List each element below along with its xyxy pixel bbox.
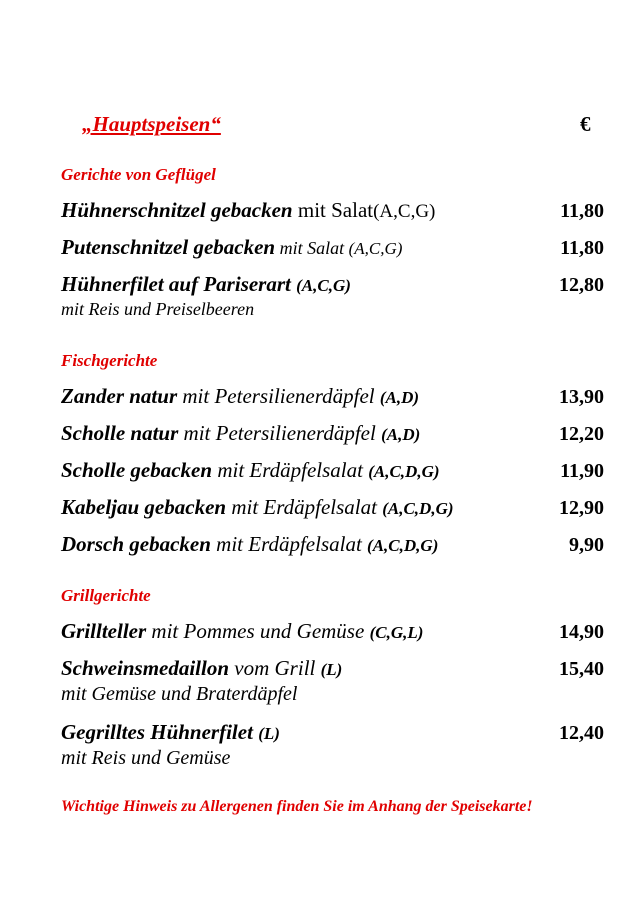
dish-allergens: (A,C,D,G): [367, 536, 439, 555]
dish-allergens: (L): [258, 724, 280, 743]
dish-row: [61, 656, 342, 681]
dish-price: 13,90: [559, 386, 604, 408]
dish-desc: vom Grill: [229, 656, 321, 680]
dish-price: 15,40: [559, 658, 604, 680]
dish-name: Dorsch gebacken: [61, 532, 211, 556]
dish-allergens: (A,C,G): [348, 239, 403, 258]
dish-price: 11,90: [560, 460, 604, 482]
dish-allergens: (A,C,G): [296, 276, 351, 295]
dish-price: 14,90: [559, 621, 604, 643]
dish-desc: mit Erdäpfelsalat: [226, 495, 383, 519]
dish-desc: mit Erdäpfelsalat: [212, 458, 369, 482]
dish-name: Zander natur: [61, 384, 178, 408]
dish-desc: mit Pommes und Gemüse: [146, 619, 370, 643]
section-title-grill: Grillgerichte: [61, 586, 151, 605]
dish-desc: mit Salat: [292, 198, 374, 222]
section-title-poultry: Gerichte von Geflügel: [61, 165, 216, 184]
dish-name: Scholle gebacken: [61, 458, 213, 482]
section-title-fish: Fischgerichte: [61, 351, 158, 370]
dish-allergens: (A,C,G): [373, 201, 436, 222]
dish-allergens: (A,D): [381, 425, 421, 444]
dish-allergens: (A,C,D,G): [382, 499, 454, 518]
dish-name: Scholle natur: [61, 421, 179, 445]
dish-row: [61, 272, 351, 297]
page-title: „Hauptspeisen“: [82, 112, 221, 136]
dish-row: [61, 720, 280, 745]
dish-price: 12,20: [559, 423, 604, 445]
currency-header: €: [580, 112, 591, 136]
dish-name: Grillteller: [61, 619, 147, 643]
dish-name: Gegrilltes Hühnerfilet: [61, 720, 253, 744]
dish-price: 12,80: [559, 274, 604, 296]
dish-name: Hühnerfilet auf Pariserart: [61, 272, 291, 296]
dish-price: 11,80: [560, 200, 604, 222]
dish-allergens: (L): [320, 660, 343, 679]
dish-row: [61, 495, 454, 520]
dish-price: 12,90: [559, 497, 604, 519]
dish-subline: mit Reis und Preiselbeeren: [61, 299, 255, 319]
dish-price: 9,90: [569, 534, 604, 556]
dish-row: [61, 384, 419, 409]
dish-name: Hühnerschnitzel gebacken: [61, 198, 293, 222]
dish-name: Kabeljau gebacken: [61, 495, 227, 519]
dish-name: Schweinsmedaillon: [61, 656, 230, 680]
allergen-note: Wichtige Hinweis zu Allergenen finden Sie im Anhang der Speisekarte!: [61, 798, 533, 815]
dish-desc: mit Petersilienerdäpfel: [177, 384, 380, 408]
dish-allergens: (A,D): [379, 388, 420, 407]
dish-row: [61, 198, 435, 223]
dish-row: [61, 235, 402, 260]
dish-row: [61, 619, 423, 644]
dish-subline: mit Gemüse und Braterdäpfel: [61, 683, 298, 705]
dish-name: Putenschnitzel gebacken: [61, 235, 276, 259]
dish-desc: mit Erdäpfelsalat: [210, 532, 368, 556]
dish-subline: mit Reis und Gemüse: [61, 747, 231, 769]
dish-row: [61, 421, 420, 446]
dish-allergens: (C,G,L): [369, 623, 424, 642]
dish-price: 12,40: [559, 722, 604, 744]
dish-desc: mit Salat: [275, 238, 349, 258]
dish-price: 11,80: [560, 237, 604, 259]
dish-desc: mit Petersilienerdäpfel: [178, 421, 382, 445]
dish-allergens: (A,C,D,G): [368, 462, 440, 481]
dish-row: [61, 458, 440, 483]
dish-row: [61, 532, 438, 557]
